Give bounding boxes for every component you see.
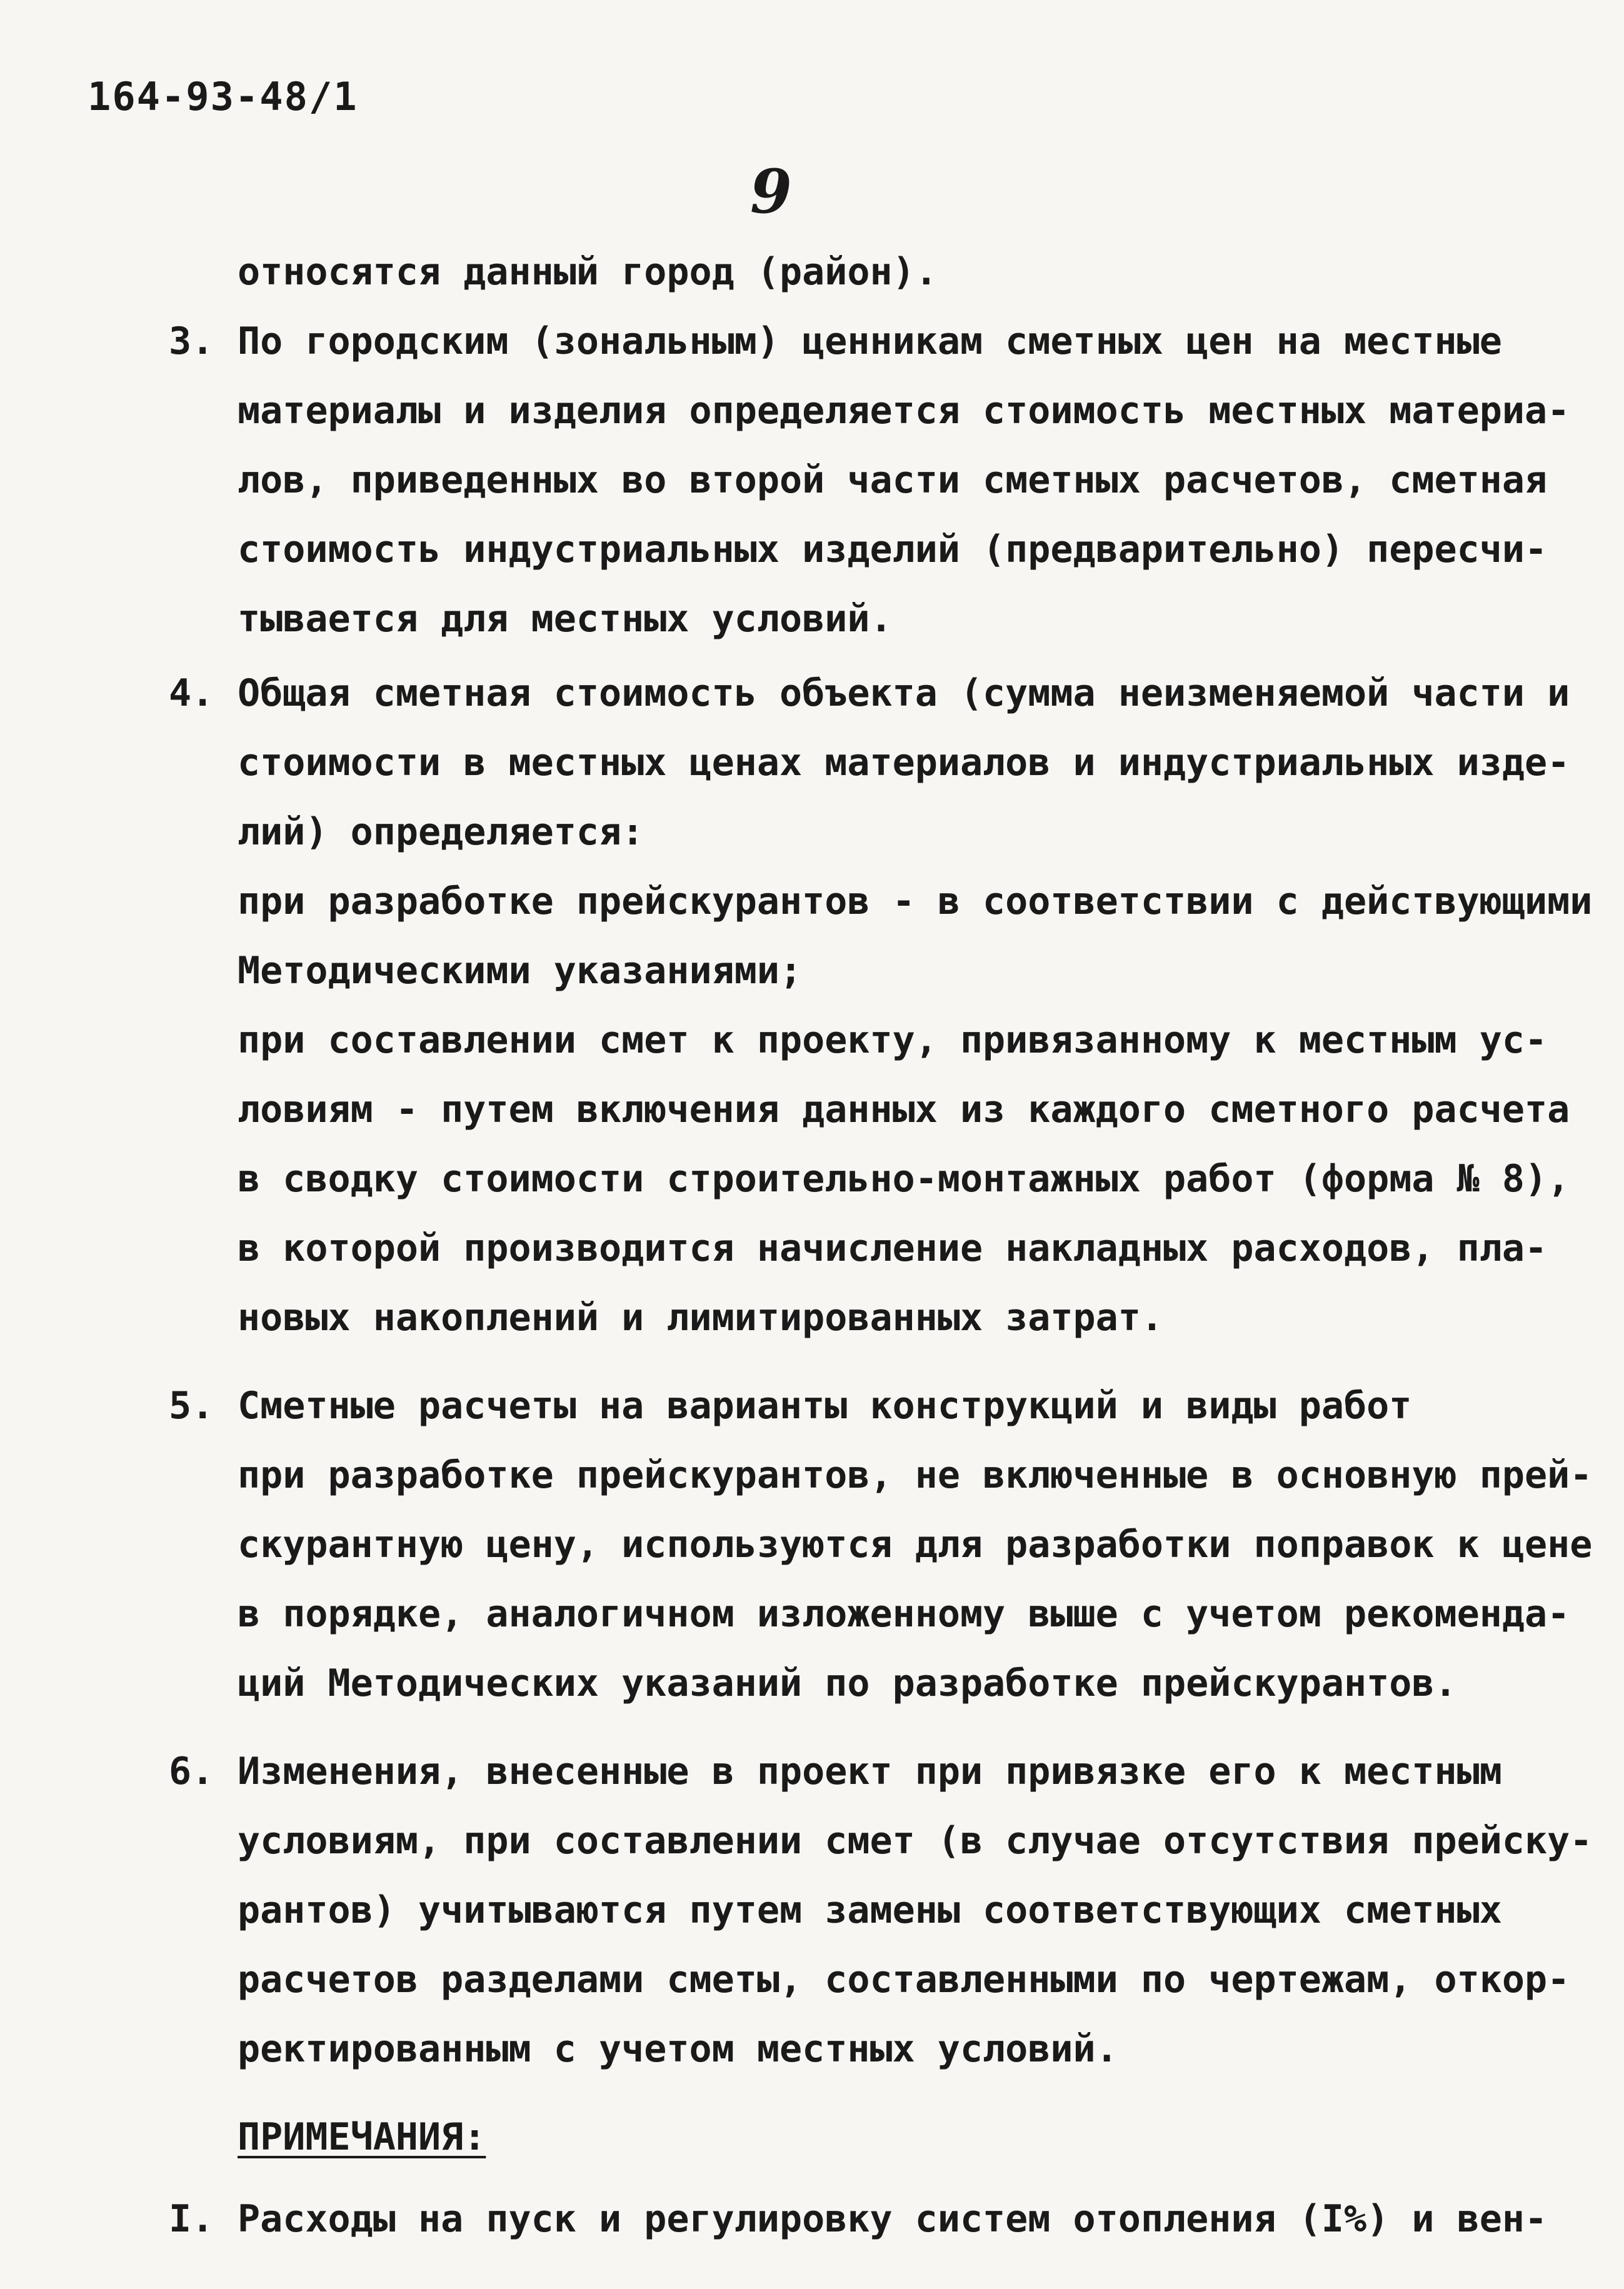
item-3-line: стоимость индустриальных изделий (предварительно) пересчи- (238, 528, 1548, 571)
item-6-line: рантов) учитываются путем замены соответствующих сметных (238, 1888, 1502, 1932)
item-6 (169, 1737, 1593, 2084)
item-3-line: материалы и изделия определяется стоимость местных материа- (238, 389, 1570, 433)
item-4-line: новых накоплений и лимитированных затрат. (238, 1296, 1164, 1340)
item-4-line: ловиям - путем включения данных из каждого сметного расчета (238, 1088, 1570, 1131)
page-number: 9 (750, 156, 792, 227)
item-6-line: условиям, при составлении смет (в случае отсутствия прейску- (238, 1819, 1593, 1863)
item-5-number: 5. (169, 1384, 214, 1428)
item-3-line: По городским (зональным) ценникам сметных цен на местные (238, 319, 1502, 363)
intro-line: относятся данный город (район). (238, 250, 938, 294)
item-4-line: в которой производится начисление накладных расходов, пла- (238, 1226, 1548, 1270)
item-3-line: тывается для местных условий. (238, 597, 893, 641)
item-5-line: в порядке, аналогичном изложенному выше с учетом рекоменда- (238, 1592, 1570, 1636)
item-5-line: при разработке прейскурантов, не включенные в основную прей- (238, 1453, 1593, 1497)
item-5-line: ций Методических указаний по разработке прейскурантов. (238, 1661, 1457, 1705)
note-1 (169, 2185, 1569, 2254)
item-5-line: Сметные расчеты на варианты конструкций и виды работ (238, 1384, 1412, 1428)
item-3-number: 3. (169, 319, 214, 363)
item-6-line: Изменения, внесенные в проект при привязке его к местным (238, 1750, 1502, 1793)
item-4-line: Методическими указаниями; (238, 949, 803, 993)
note-1-number: I. (169, 2197, 214, 2241)
item-4-line: при разработке прейскурантов - в соответствии с действующими (238, 879, 1593, 923)
item-4-line: в сводку стоимости строительно-монтажных работ (форма № 8), (238, 1157, 1570, 1201)
item-5 (169, 1371, 1593, 1718)
item-6-line: расчетов разделами сметы, составленными по чертежам, откор- (238, 1958, 1570, 2001)
item-5-line: скурантную цену, используются для разработки поправок к цене (238, 1523, 1593, 1566)
item-4-line: стоимости в местных ценах материалов и индустриальных изде- (238, 741, 1570, 784)
item-4-number: 4. (169, 671, 214, 715)
item-4-line: лий) определяется: (238, 810, 644, 854)
item-4-line: при составлении смет к проекту, привязанному к местным ус- (238, 1018, 1548, 1062)
item-6-line: ректированным с учетом местных условий. (238, 2027, 1118, 2071)
item-4-line: Общая сметная стоимость объекта (сумма неизменяемой части и (238, 671, 1570, 715)
item-3 (169, 307, 1569, 654)
notes-heading: ПРИМЕЧАНИЯ: (238, 2115, 486, 2159)
note-1-line: Расходы на пуск и регулировку систем отопления (I%) и вен- (238, 2197, 1548, 2241)
document-code: 164-93-48/1 (88, 74, 358, 119)
document-body (169, 238, 1593, 2259)
item-3-line: лов, приведенных во второй части сметных расчетов, сметная (238, 458, 1548, 502)
item-6-number: 6. (169, 1750, 214, 1793)
item-4 (169, 659, 1593, 1353)
